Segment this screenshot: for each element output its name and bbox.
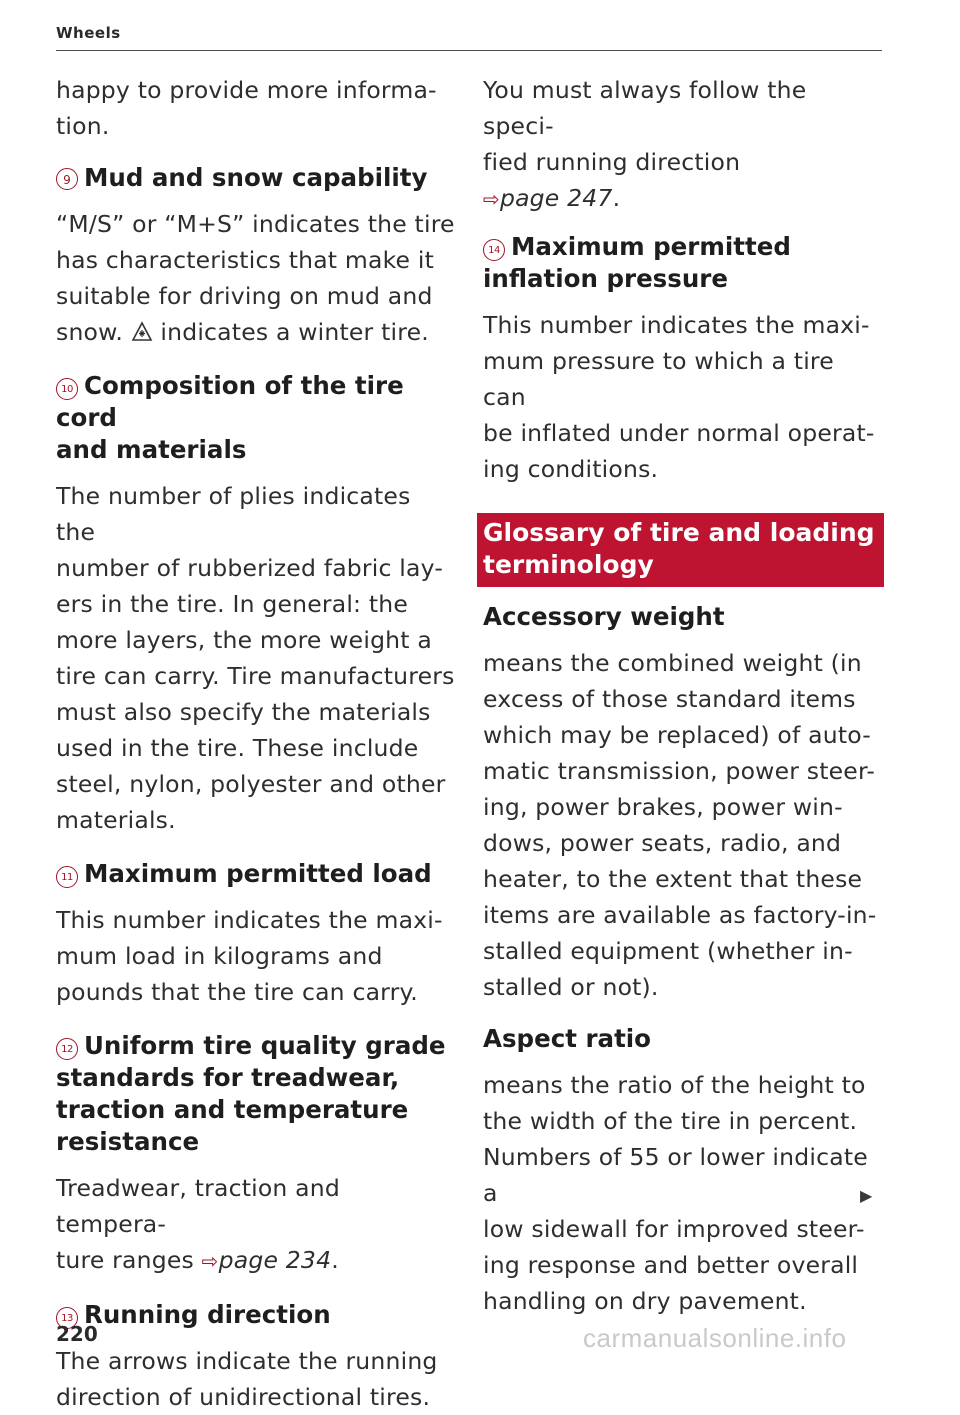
section-11-body: This number indicates the maxi- mum load in kilograms and pounds that the tire can carry.	[56, 906, 443, 1006]
left-column	[56, 72, 456, 1415]
section-13-body: The arrows indicate the running direction of unidirectional tires.	[56, 1347, 438, 1411]
right-arrow-icon: ⇨	[201, 1249, 219, 1273]
section-11-heading: 11 Maximum permitted load	[56, 858, 456, 890]
page-number: 220	[56, 1322, 98, 1346]
callout-10: 10	[56, 378, 78, 400]
aspect-ratio-body: means the ratio of the height to the width of the tire in percent. Numbers of 55 or lower indicate a low sidewall for improved steer- ing response and better overall handling on dry pavement.	[483, 1071, 868, 1315]
section-10-body: The number of plies indicates the number of rubberized fabric lay- ers in the tire. In general: the more layers, the more weight a tire can carry. Tire manufacturers must also specify the materials used in the tire. These include steel, nylon, polyester and other materials.	[56, 482, 455, 834]
section-14-heading: 14 Maximum permitted inflation pressure	[483, 232, 791, 293]
section-9-body: “M/S” or “M+S” indicates the tire has characteristics that make it suitable for driving on mud and snow. indicates a winter tire.	[56, 210, 455, 346]
callout-14: 14	[483, 239, 505, 261]
continued-text: You must always follow the speci- fied running direction ⇨page 247.	[483, 76, 807, 212]
section-12-heading: 12 Uniform tire quality grade standards for treadwear, traction and temperature resistance	[56, 1031, 446, 1156]
callout-13: 13	[56, 1307, 78, 1329]
aspect-ratio-heading: Aspect ratio	[483, 1024, 652, 1053]
right-column	[483, 72, 884, 1319]
section-13-heading: 13 Running direction	[56, 1299, 456, 1331]
watermark: carmanualsonline.info	[583, 1323, 847, 1353]
callout-12: 12	[56, 1038, 78, 1060]
continue-arrow-icon: ▶	[860, 1186, 873, 1205]
right-arrow-icon: ⇨	[483, 187, 500, 211]
header-rule	[56, 50, 882, 51]
accessory-weight-body: means the combined weight (in excess of those standard items which may be replaced) of auto- matic transmission, power steer- ing, power brakes, power win- dows, power seats, radio, and heater, to the extent that these items are available as factory-in- stalled equipment (whether in- stalled or not).	[483, 649, 877, 1001]
section-14-body: This number indicates the maxi- mum pressure to which a tire can be inflated under normal operat- ing conditions.	[483, 311, 875, 483]
section-9-heading: 9 Mud and snow capability	[56, 162, 456, 194]
callout-11: 11	[56, 866, 78, 888]
page-247-link[interactable]: ⇨page 247	[483, 184, 613, 212]
accessory-weight-heading: Accessory weight	[483, 602, 725, 631]
page-234-link[interactable]: ⇨page 234	[201, 1246, 332, 1274]
glossary-banner: Glossary of tire and loading terminology	[477, 513, 884, 587]
intro-text: happy to provide more informa- tion.	[56, 76, 437, 140]
callout-9: 9	[56, 168, 78, 190]
snowflake-mountain-icon	[131, 320, 153, 342]
section-12-body: Treadwear, traction and tempera- ture ranges ⇨page 234.	[56, 1174, 340, 1274]
section-10-heading: 10 Composition of the tire cord and materials	[56, 371, 404, 464]
running-header: Wheels	[56, 24, 121, 42]
